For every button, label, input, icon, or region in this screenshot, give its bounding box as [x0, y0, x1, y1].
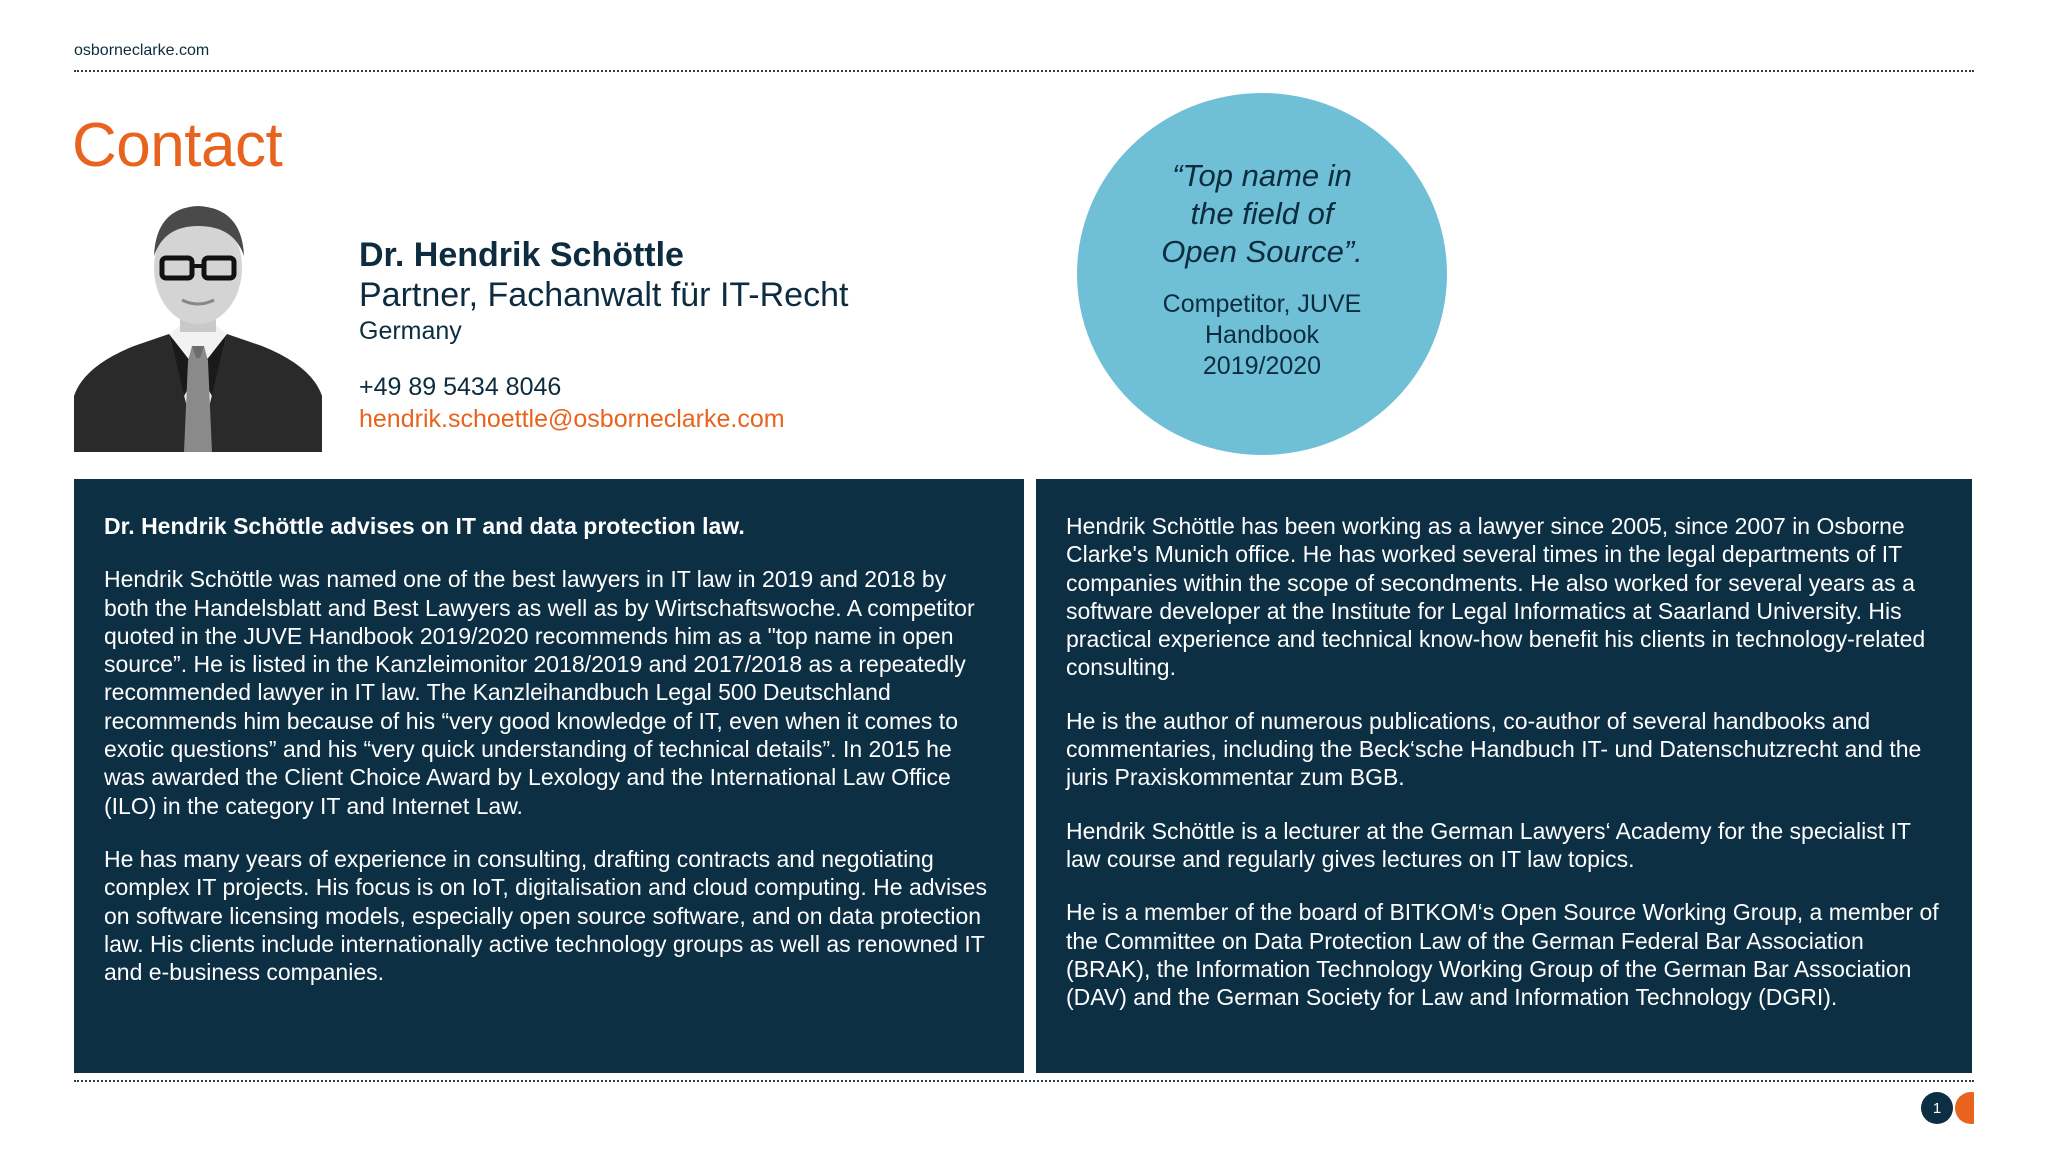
- quote-bubble: [1077, 93, 1447, 455]
- contact-email-link[interactable]: hendrik.schoettle@osborneclarke.com: [359, 405, 785, 433]
- quote-text: “Top name in the field of Open Source”.: [1161, 157, 1363, 269]
- bio-paragraph: Hendrik Schöttle was named one of the best lawyers in IT law in 2019 and 2018 by both the Handelsblatt and Best Lawyers as well as by Wirtschaftswoche. A competitor quoted in the JUVE Handbook 2019/2020 recommends him as a "top name in open source”. He is listed in the Kanzleimonitor 2018/2019 and 2017/2018 as a repeatedly recommended lawyer in IT law. The Kanzleihandbuch Legal 500 Deutschland recommends him because of his “very good knowledge of IT, even when it comes to exotic questions” and his “very quick understanding of technical details”. In 2015 he was awarded the Client Choice Award by Lexology and the International Law Office (ILO) in the category IT and Internet Law.: [104, 566, 975, 819]
- page-number-badge: 1: [1921, 1092, 1953, 1124]
- contact-role: Partner, Fachanwalt für IT-Recht: [359, 276, 849, 314]
- page-accent-dot: [1955, 1092, 1974, 1124]
- site-url[interactable]: osborneclarke.com: [74, 42, 210, 59]
- quote-source-line: Competitor, JUVE: [1162, 289, 1362, 318]
- contact-phone[interactable]: +49 89 5434 8046: [359, 373, 562, 401]
- quote-source-line: 2019/2020: [1202, 351, 1322, 380]
- portrait-illustration: [74, 196, 322, 452]
- header-divider: [74, 70, 1974, 72]
- bio-lead: Dr. Hendrik Schöttle advises on IT and data protection law.: [104, 513, 745, 539]
- contact-country: Germany: [359, 317, 462, 345]
- bio-paragraph: He is the author of numerous publications, co-author of several handbooks and commentaries, including the Beck‘sche Handbuch IT- und Datenschutzrecht and the juris Praxiskommentar zum BGB.: [1066, 707, 1922, 791]
- bio-paragraph: Hendrik Schöttle is a lecturer at the German Lawyers‘ Academy for the specialist IT law course and regularly gives lectures on IT law topics.: [1066, 817, 1911, 872]
- contact-name: Dr. Hendrik Schöttle: [359, 236, 684, 274]
- quote-source-line: Handbook: [1205, 320, 1319, 349]
- page-title: Contact: [72, 111, 283, 180]
- footer-divider: [74, 1080, 1974, 1082]
- bio-panel-left: [74, 479, 1024, 1073]
- portrait-photo: [74, 196, 322, 452]
- bio-paragraph: He is a member of the board of BITKOM‘s Open Source Working Group, a member of the Committee on Data Protection Law of the German Federal Bar Association (BRAK), the Information Technology Working Group of the German Bar Association (DAV) and the German Society for Law and Information Technology (DGRI).: [1066, 899, 1939, 1011]
- quote-source: [1163, 289, 1362, 382]
- bio-panel-right: [1036, 479, 1972, 1073]
- bio-paragraph: He has many years of experience in consulting, drafting contracts and negotiating complex IT projects. His focus is on IoT, digitalisation and cloud computing. He advises on software licensing models, especially open source software, and on data protection law. His clients include internationally active technology groups as well as renowned IT and e-business companies.: [104, 845, 987, 986]
- bio-paragraph: Hendrik Schöttle has been working as a lawyer since 2005, since 2007 in Osborne Clarke's Munich office. He has worked several times in the legal departments of IT companies within the scope of secondments. He also worked for several years as a software developer at the Institute for Legal Informatics at Saarland University. His practical experience and technical know-how benefit his clients in technology-related consulting.: [1066, 513, 1926, 681]
